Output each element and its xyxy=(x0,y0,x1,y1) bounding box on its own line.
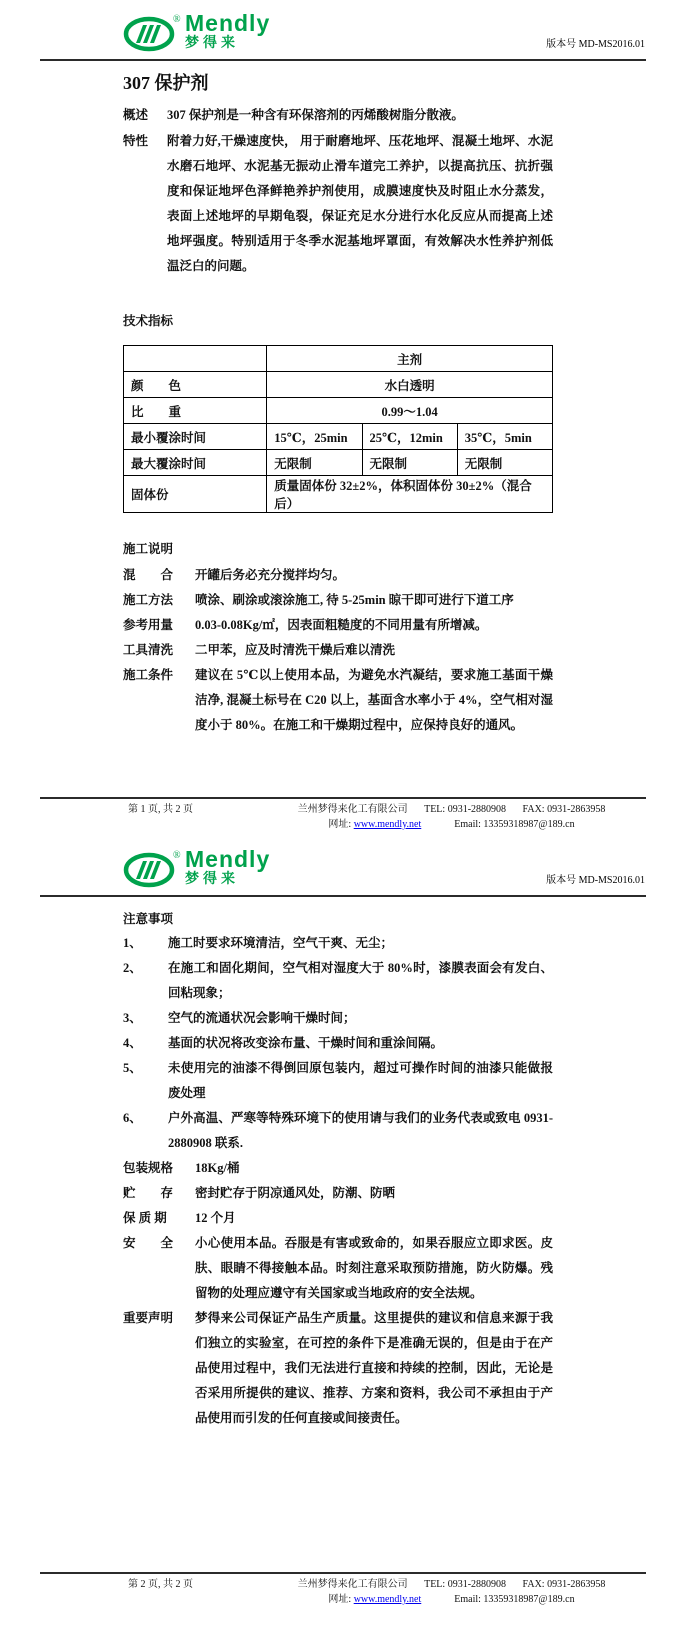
row-label: 固体份 xyxy=(124,476,267,513)
page2-content xyxy=(123,909,553,1431)
spec-label: 贮 存 xyxy=(123,1186,174,1200)
table-header-cell: 主剂 xyxy=(267,346,553,372)
spacer xyxy=(0,1431,687,1565)
company-name: 兰州梦得来化工有限公司 xyxy=(297,1579,408,1590)
overview-label: 概述 xyxy=(123,108,149,122)
item-text: 0.03-0.08Kg/㎡，因表面粗糙度的不同用量有所增减。 xyxy=(195,618,488,632)
spec-row xyxy=(123,1206,553,1231)
row-value: 35℃，5min xyxy=(457,424,552,450)
note-number: 5、 xyxy=(123,1061,142,1075)
version-label: 版本号 MD-MS2016.01 xyxy=(546,875,645,886)
spacer xyxy=(0,738,687,790)
spec-text: 18Kg/桶 xyxy=(195,1161,240,1175)
version-label: 版本号 MD-MS2016.01 xyxy=(546,39,645,50)
note-number: 6、 xyxy=(123,1111,142,1125)
brand-name-cn: 梦得来 xyxy=(185,872,239,887)
note-number: 4、 xyxy=(123,1036,142,1050)
overview-row xyxy=(123,105,553,125)
spec-label: 安 全 xyxy=(123,1236,174,1250)
brand-name: Mendly xyxy=(185,846,271,872)
page-2 xyxy=(0,848,687,1607)
document xyxy=(0,12,687,1607)
spec-label: 包装规格 xyxy=(123,1161,174,1175)
note-item xyxy=(123,956,553,1006)
spec-text: 梦得来公司保证产品生产质量。这里提供的建议和信息来源于我们独立的实验室，在可控的条件下是准确无误的，但是由于在产品使用过程中，我们无法进行直接和持续的控制，因此，无论是否采用所提供的建议、推荐、方案和资料，我公司不承担由于产品使用而引发的任何直接或间接责任。 xyxy=(195,1311,553,1425)
item-label: 施工条件 xyxy=(123,668,174,682)
footer-rule xyxy=(40,1572,646,1574)
table-row xyxy=(124,346,553,372)
tel: TEL: 0931-2880908 xyxy=(424,804,507,815)
email: Email: 13359318987@189.cn xyxy=(454,819,575,830)
fax: FAX: 0931-2863958 xyxy=(522,804,606,815)
table-row xyxy=(124,450,553,476)
feature-row xyxy=(123,129,553,279)
note-text: 户外高温、严寒等特殊环境下的使用请与我们的业务代表或致电 0931-2880908 联系. xyxy=(168,1111,553,1150)
row-value: 无限制 xyxy=(267,450,362,476)
overview-text: 307 保护剂是一种含有环保溶剂的丙烯酸树脂分散液。 xyxy=(167,108,464,122)
mendly-logo-icon xyxy=(123,848,181,888)
row-value: 无限制 xyxy=(457,450,552,476)
item-label: 工具清洗 xyxy=(123,643,174,657)
brand-name-cn: 梦得来 xyxy=(185,36,239,51)
header-rule xyxy=(40,59,646,61)
page1-footer xyxy=(0,797,687,832)
page2-header xyxy=(123,848,645,888)
row-value: 水白透明 xyxy=(267,372,553,398)
web-label: 网址: xyxy=(328,1594,354,1605)
item-text: 二甲苯，应及时清洗干燥后难以清洗 xyxy=(195,643,396,657)
note-item xyxy=(123,1006,553,1031)
spec-text: 12 个月 xyxy=(195,1211,236,1225)
row-value: 质量固体份 32±2%，体积固体份 30±2%（混合后） xyxy=(267,476,553,513)
spec-row xyxy=(123,1231,553,1306)
email: Email: 13359318987@189.cn xyxy=(454,1594,575,1605)
spec-label: 重要声明 xyxy=(123,1311,174,1325)
page-number: 第 1 页, 共 2 页 xyxy=(128,804,193,815)
page2-footer xyxy=(0,1572,687,1607)
row-value: 0.99～1.04 xyxy=(267,398,553,424)
fax: FAX: 0931-2863958 xyxy=(522,1579,606,1590)
construction-heading: 施工说明 xyxy=(123,542,174,556)
footer-rule xyxy=(40,797,646,799)
row-value: 15℃，25min xyxy=(267,424,362,450)
table-row xyxy=(124,372,553,398)
spec-row xyxy=(123,1306,553,1431)
feature-text: 附着力好,干燥速度快， 用于耐磨地坪、压花地坪、混凝土地坪、水泥水磨石地坪、水泥基无振动止滑车道完工养护，以提高抗压、抗折强度和保证地坪色泽鲜艳养护剂使用，成膜速度快及时阻止水分蒸发，表面上述地坪的早期龟裂，保证充足水分进行水化反应从而提高上述地坪强度。特别适用于冬季水泥基地坪罩面，有效解决水性养护剂低温泛白的问题。 xyxy=(167,134,553,273)
note-text: 施工时要求环境清洁，空气干爽、无尘； xyxy=(168,936,394,950)
registered-mark-icon: ® xyxy=(173,14,181,25)
spec-text: 小心使用本品。吞服是有害或致命的，如果吞服应立即求医。皮肤、眼睛不得接触本品。时刻注意采取预防措施，防火防爆。残留物的处理应遵守有关国家或当地政府的安全法规。 xyxy=(195,1236,553,1300)
brand-name: Mendly xyxy=(185,10,271,36)
contact-block xyxy=(256,802,647,832)
construction-item xyxy=(123,588,553,613)
page1-content xyxy=(123,69,553,738)
note-number: 2、 xyxy=(123,961,142,975)
page-title: 307 保护剂 xyxy=(123,73,209,93)
spec-row xyxy=(123,1181,553,1206)
brand-logo xyxy=(123,848,270,888)
note-number: 3、 xyxy=(123,1011,142,1025)
row-label: 比 重 xyxy=(124,398,267,424)
company-name: 兰州梦得来化工有限公司 xyxy=(297,804,408,815)
construction-item xyxy=(123,638,553,663)
mendly-logo-icon xyxy=(123,12,181,52)
brand-text xyxy=(185,848,270,887)
feature-label: 特性 xyxy=(123,134,149,148)
row-label: 颜 色 xyxy=(124,372,267,398)
note-item xyxy=(123,1056,553,1106)
item-text: 建议在 5℃以上使用本品，为避免水汽凝结，要求施工基面干燥洁净, 混凝土标号在 C20 以上，基面含水率小于 4%，空气相对湿度小于 80%。在施工和干燥期过程中，应保持良好的通风。 xyxy=(195,668,553,732)
item-text: 喷涂、刷涂或滚涂施工, 待 5-25min 晾干即可进行下道工序 xyxy=(195,593,514,607)
table-row xyxy=(124,398,553,424)
page-number: 第 2 页, 共 2 页 xyxy=(128,1579,193,1590)
note-item xyxy=(123,931,553,956)
tech-heading: 技术指标 xyxy=(123,314,174,328)
spec-text: 密封贮存于阴凉通风处，防潮、防晒 xyxy=(195,1186,396,1200)
note-text: 未使用完的油漆不得倒回原包装内，超过可操作时间的油漆只能做报废处理 xyxy=(168,1061,553,1100)
brand-logo xyxy=(123,12,270,52)
construction-item xyxy=(123,613,553,638)
tel: TEL: 0931-2880908 xyxy=(424,1579,507,1590)
row-value: 25℃，12min xyxy=(362,424,457,450)
footer-body xyxy=(128,1577,647,1607)
note-item xyxy=(123,1106,553,1156)
table-row xyxy=(124,476,553,513)
item-label: 参考用量 xyxy=(123,618,174,632)
table-row xyxy=(124,424,553,450)
row-value: 无限制 xyxy=(362,450,457,476)
item-label: 施工方法 xyxy=(123,593,174,607)
item-text: 开罐后务必充分搅拌均匀。 xyxy=(195,568,346,582)
note-text: 基面的状况将改变涂布量、干燥时间和重涂间隔。 xyxy=(168,1036,444,1050)
website-link[interactable]: www.mendly.net xyxy=(353,1594,422,1605)
spec-label: 保 质 期 xyxy=(123,1211,167,1225)
notes-heading: 注意事项 xyxy=(123,912,174,926)
footer-body xyxy=(128,802,647,832)
row-label: 最大覆涂时间 xyxy=(124,450,267,476)
page1-header xyxy=(123,12,645,52)
row-label: 最小覆涂时间 xyxy=(124,424,267,450)
construction-item xyxy=(123,563,553,588)
contact-block xyxy=(256,1577,647,1607)
table-cell-empty xyxy=(124,346,267,372)
registered-mark-icon: ® xyxy=(173,850,181,861)
web-label: 网址: xyxy=(328,819,354,830)
note-item xyxy=(123,1031,553,1056)
note-text: 在施工和固化期间，空气相对湿度大于 80%时，漆膜表面会有发白、回粘现象； xyxy=(168,961,553,1000)
construction-item xyxy=(123,663,553,738)
item-label: 混 合 xyxy=(123,568,174,582)
tech-table xyxy=(123,345,553,513)
note-number: 1、 xyxy=(123,936,142,950)
website-link[interactable]: www.mendly.net xyxy=(353,819,422,830)
brand-text xyxy=(185,12,270,51)
note-text: 空气的流通状况会影响干燥时间； xyxy=(168,1011,356,1025)
spec-row xyxy=(123,1156,553,1181)
page-1 xyxy=(0,12,687,832)
header-rule xyxy=(40,895,646,897)
